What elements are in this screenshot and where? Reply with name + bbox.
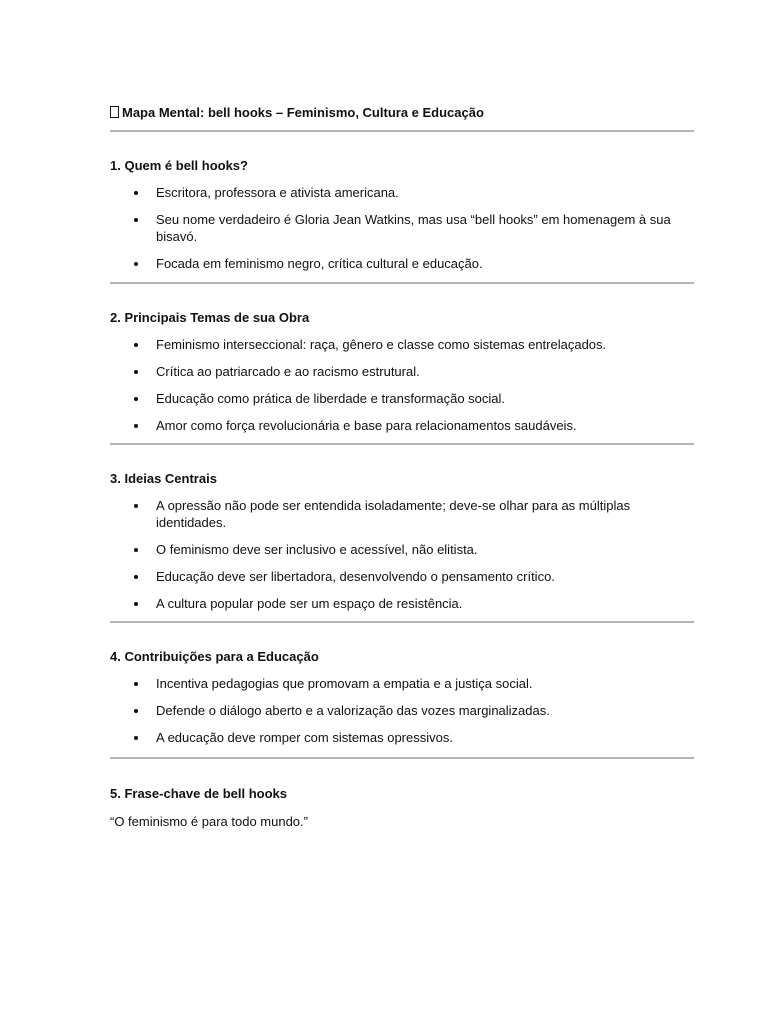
divider [110,757,694,759]
list-item: Focada em feminismo negro, crítica cultural e educação. [110,255,694,272]
section-heading: 5. Frase-chave de bell hooks [110,786,288,801]
list-item: Educação como prática de liberdade e transformação social. [110,390,694,407]
divider [110,443,694,445]
divider [110,130,694,132]
divider [110,621,694,623]
section-heading: 1. Quem é bell hooks? [110,158,248,173]
list-item: Amor como força revolucionária e base para relacionamentos saudáveis. [110,417,694,434]
section-5 [110,785,694,830]
list-item: Crítica ao patriarcado e ao racismo estrutural. [110,363,694,380]
bullet-list [110,497,694,612]
section-heading: 3. Ideias Centrais [110,471,217,486]
list-item: Seu nome verdadeiro é Gloria Jean Watkins, mas usa “bell hooks” em homenagem à sua bisavó. [110,211,694,245]
divider [110,282,694,284]
list-item: Educação deve ser libertadora, desenvolvendo o pensamento crítico. [110,568,694,585]
section-heading: 4. Contribuições para a Educação [110,649,319,664]
key-quote: “O feminismo é para todo mundo.” [110,814,308,829]
document-title-row [110,103,694,121]
list-item: A educação deve romper com sistemas opressivos. [110,729,694,746]
list-item: Escritora, professora e ativista americana. [110,184,694,201]
bullet-list [110,184,694,272]
section-1 [110,157,694,272]
section-3 [110,470,694,612]
list-item: Feminismo interseccional: raça, gênero e classe como sistemas entrelaçados. [110,336,694,353]
list-item: O feminismo deve ser inclusivo e acessível, não elitista. [110,541,694,558]
section-heading: 2. Principais Temas de sua Obra [110,310,310,325]
section-2 [110,309,694,434]
document-title: Mapa Mental: bell hooks – Feminismo, Cultura e Educação [122,104,484,120]
list-item: Incentiva pedagogias que promovam a empatia e a justiça social. [110,675,694,692]
list-item: Defende o diálogo aberto e a valorização das vozes marginalizadas. [110,702,694,719]
list-item: A cultura popular pode ser um espaço de resistência. [110,595,694,612]
bullet-list [110,336,694,434]
section-4 [110,648,694,746]
missing-glyph-icon [110,106,119,118]
bullet-list [110,675,694,746]
list-item: A opressão não pode ser entendida isoladamente; deve-se olhar para as múltiplas identidades. [110,497,694,531]
